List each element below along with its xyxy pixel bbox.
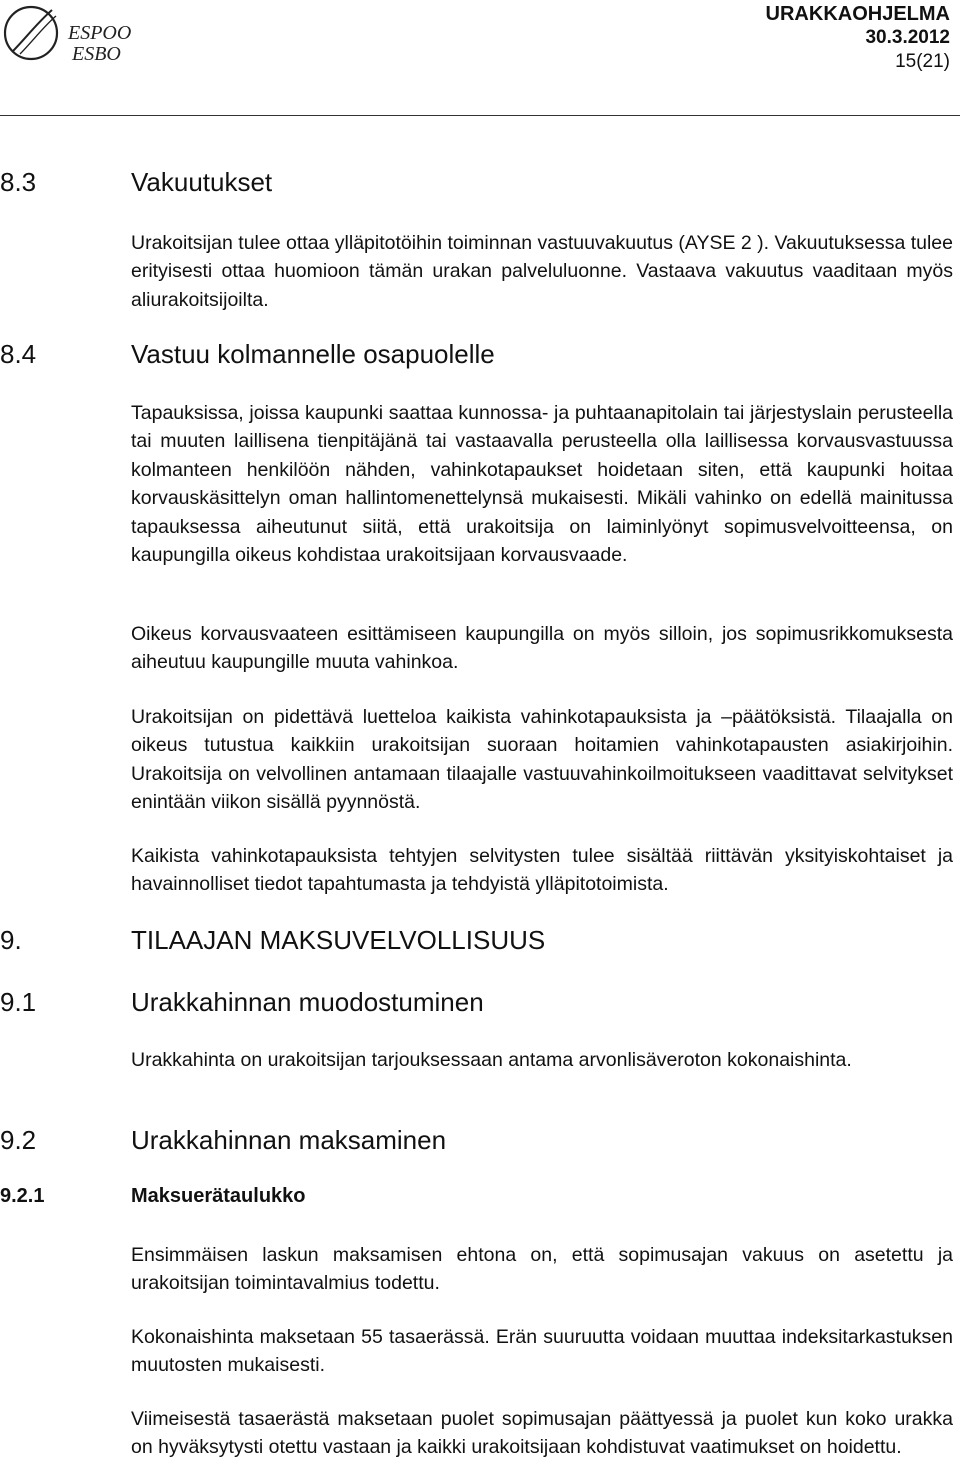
- document-title: URAKKAOHJELMA: [765, 3, 950, 25]
- section-number: 9.2: [0, 1125, 37, 1155]
- section-title: Urakkahinnan muodostuminen: [131, 987, 484, 1017]
- page-header-info: [766, 2, 950, 74]
- espoo-logo: [2, 2, 152, 66]
- section-number: 9.1: [0, 987, 37, 1017]
- section-number: 8.3: [0, 167, 37, 197]
- logo-text-espoo: ESPOO: [68, 22, 132, 44]
- section-8-4-paragraph-4: Kaikista vahinkotapauksista tehtyjen selvitysten tulee sisältää riittävän yksityiskohtaiset ja havainnolliset tiedot tapahtumasta ja tehdyistä ylläpitotoimista.: [131, 845, 953, 896]
- section-title: Vakuutukset: [131, 167, 273, 197]
- city-logo-emblem-icon: [2, 2, 152, 66]
- header-divider: [0, 115, 960, 116]
- section-8-3-paragraph-1: Urakoitsijan tulee ottaa ylläpitotöihin toiminnan vastuuvakuutus (AYSE 2 ). Vakuutuksessa tulee erityisesti ottaa huomioon tämän urakan palveluluonne. Vastaava vakuutus vaaditaan myös aliurakoitsijoilta.: [131, 232, 953, 311]
- section-9-2-1-paragraph-3: Viimeisestä tasaerästä maksetaan puolet sopimusajan päättyessä ja puolet kun koko urakka on hyväksytysti otettu vastaan ja kaikki urakoitsijaan kohdistuvat vaatimukset on hoidettu.: [131, 1408, 953, 1459]
- section-9-1-paragraph-1: Urakkahinta on urakoitsijan tarjouksessaan antama arvonlisäveroton kokonaishinta.: [131, 1049, 852, 1071]
- section-title: Vastuu kolmannelle osapuolelle: [131, 339, 495, 369]
- section-8-4-paragraph-1: Tapauksissa, joissa kaupunki saattaa kunnossa- ja puhtaanapitolain tai järjestyslain perusteella tai muuten laillisena tienpitäjänä tai vastaavalla perusteella olla laillisessa korvausvastuussa kolmanteen henkilöön nähden, vahinkotapaukset hoidetaan siten, että kaupunki hoitaa korvauskäsittelyn oman hallintomenettelynsä mukaisesti. Mikäli vahinko on edellä mainitussa tapauksessa aiheutunut siitä, että urakoitsija on laiminlyönyt sopimusvelvoitteensa, on kaupungilla oikeus kohdistaa urakoitsijaan korvausvaade.: [131, 402, 953, 567]
- section-title: Maksuerätaulukko: [131, 1185, 306, 1207]
- section-title: Urakkahinnan maksaminen: [131, 1125, 447, 1155]
- section-number: 8.4: [0, 339, 37, 369]
- document-date: 30.3.2012: [865, 27, 950, 48]
- section-9-2-1-paragraph-2: Kokonaishinta maksetaan 55 tasaerässä. Erän suuruutta voidaan muuttaa indeksitarkastuksen muutosten mukaisesti.: [131, 1326, 953, 1377]
- section-8-4-paragraph-2: Oikeus korvausvaateen esittämiseen kaupungilla on myös silloin, jos sopimusrikkomuksesta aiheutuu kaupungille muuta vahinkoa.: [131, 623, 953, 674]
- section-8-4-paragraph-3: Urakoitsijan on pidettävä luetteloa kaikista vahinkotapauksista ja –päätöksistä. Tilaajalla on oikeus tutustua kaikkiin urakoitsijan suoraan hoitamien vahinkotapausten asiakirjoihin. Urakoitsija on velvollinen antamaan tilaajalle vastuuvahinkoilmoitukseen vaadittavat selvitykset enintään viikon sisällä pyynnöstä.: [131, 706, 953, 814]
- page-number: 15(21): [895, 51, 950, 72]
- logo-text-esbo: ESBO: [72, 43, 121, 65]
- section-number: 9.2.1: [0, 1185, 45, 1207]
- section-title: TILAAJAN MAKSUVELVOLLISUUS: [131, 925, 546, 955]
- section-number: 9.: [0, 925, 22, 955]
- section-9-2-1-paragraph-1: Ensimmäisen laskun maksamisen ehtona on, että sopimusajan vakuus on asetettu ja urakoitsijan toimintavalmius todettu.: [131, 1244, 953, 1295]
